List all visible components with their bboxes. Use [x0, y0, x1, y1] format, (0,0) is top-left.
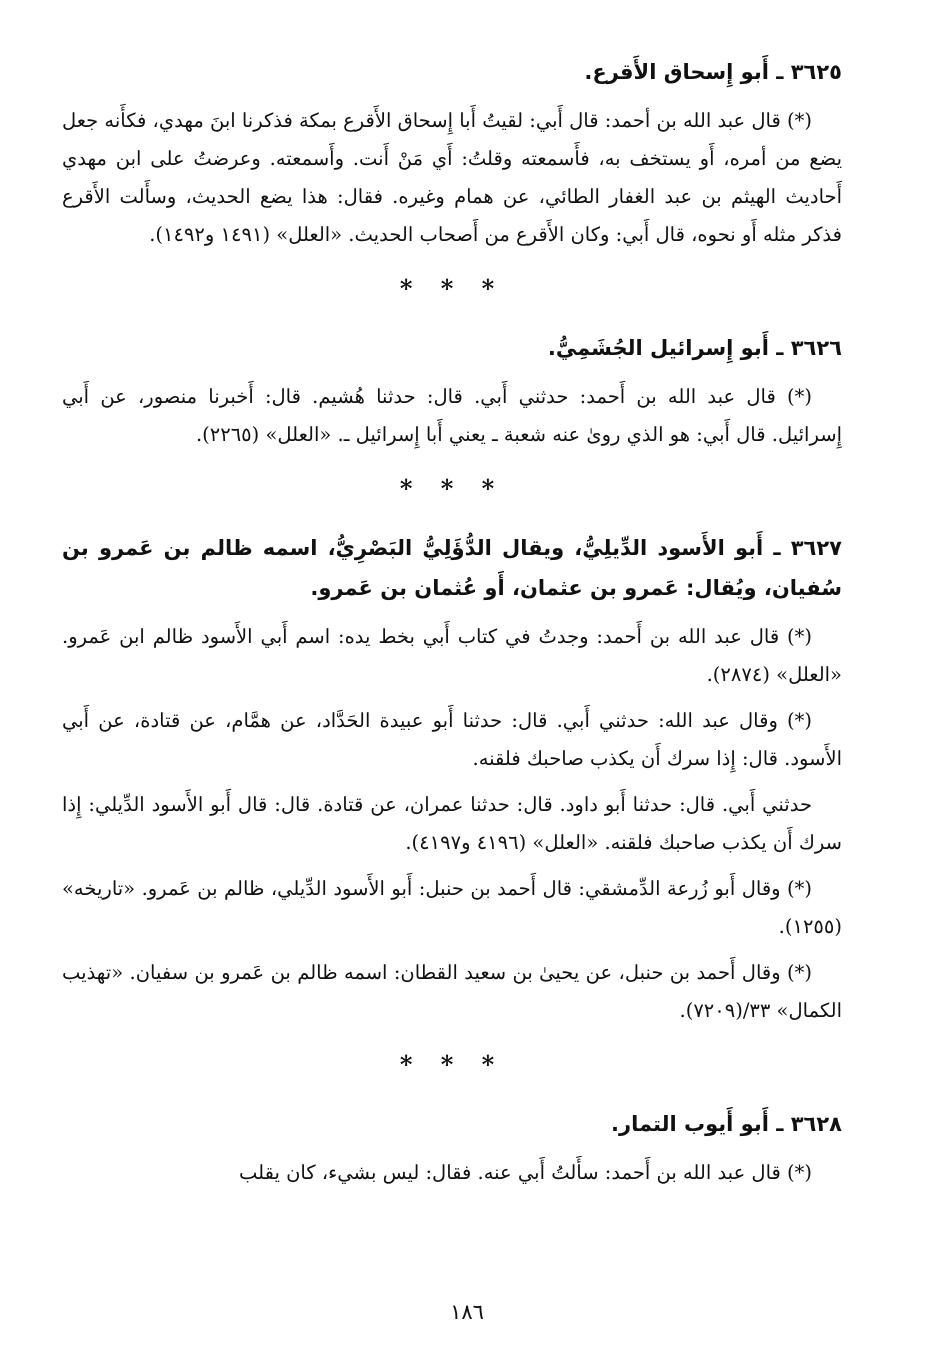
entry-paragraph: (*) وقال عبد الله: حدثني أَبي. قال: حدثنا أَبو عبيدة الحَدَّاد، عن همَّام، عن قتادة، عن أَبي الأَسود. قال: إِذا سرك أَن يكذب صاحبك فلقنه. — [62, 709, 842, 770]
entry-paragraph: (*) قال عبد الله بن أَحمد: سأَلتُ أَبي عنه. فقال: ليس بشيء، كان يقلب — [239, 1161, 812, 1184]
entry-paragraph: (*) قال عبد الله بن أحمد: قال أَبي: لقيتُ أَبا إِسحاق الأَقرع بمكة فذكرنا ابنَ مهدي، فكأَنه جعل يضع من أمره، أَو يستخف به، فأَسمعته وقلتُ: أَي مَنْ أَنت. وأَسمعته. وعرضتُ على ابن مهدي أَحاديث الهيثم بن عبد الغفار الطائي، عن همام وغيره. فقال: هذا يضع الحديث، وسأَلت الأَقرع فذكر مثله أَو نحوه، قال أَبي: وكان الأَقرع من أَصحاب الحديث. «العلل» (١٤٩١ و١٤٩٢). — [62, 109, 842, 246]
entry-title: ٣٦٢٥ ـ أَبو إِسحاق الأَقرع. — [584, 60, 842, 84]
entry-title: ٣٦٢٨ ـ أَبو أَيوب التمار. — [611, 1112, 842, 1136]
entry-3628 — [62, 1104, 842, 1192]
entry-3627 — [62, 528, 842, 1030]
entry-3626 — [62, 328, 842, 454]
entry-paragraph: (*) قال عبد الله بن أَحمد: حدثني أَبي. قال: حدثنا هُشيم. قال: أَخبرنا منصور، عن أَبي إِسرائيل. قال أَبي: هو الذي روىٰ عنه شعبة ـ يعني أَبا إِسرائيل ـ. «العلل» (٢٢٦٥). — [62, 385, 842, 446]
entry-paragraph: (*) وقال أَحمد بن حنبل، عن يحيىٰ بن سعيد القطان: اسمه ظالم بن عَمرو بن سفيان. «تهذيب الكمال» ٣٣/(٧٢٠٩). — [62, 961, 842, 1022]
entry-paragraph: حدثني أَبي. قال: حدثنا أَبو داود. قال: حدثنا عمران، عن قتادة. قال: قال أَبو الأَسود الدِّيلي: إِذا سرك أَن يكذب صاحبك فلقنه. «العلل» (٤١٩٦ و٤١٩٧). — [62, 793, 842, 854]
entry-paragraph: (*) قال عبد الله بن أَحمد: وجدتُ في كتاب أَبي بخط يده: اسم أَبي الأَسود ظالم ابن عَمرو. «العلل» (٢٨٧٤). — [62, 625, 842, 686]
section-separator: * * * — [399, 274, 505, 303]
entry-paragraph: (*) وقال أَبو زُرعة الدِّمشقي: قال أَحمد بن حنبل: أَبو الأَسود الدِّيلي، ظالم بن عَمرو. «تاريخه» (١٢٥٥). — [62, 877, 842, 938]
entry-title: ٣٦٢٦ ـ أَبو إِسرائيل الجُشَمِيُّ. — [547, 336, 842, 360]
entry-3625 — [62, 52, 842, 254]
page-number: ١٨٦ — [450, 1300, 484, 1324]
page-body — [62, 52, 842, 1200]
section-separator: * * * — [399, 1050, 505, 1079]
section-separator: * * * — [399, 474, 505, 503]
entry-title: ٣٦٢٧ ـ أَبو الأَسود الدِّيلِيُّ، ويقال الدُّؤَلِيُّ البَصْرِيُّ، اسمه ظالم بن عَمرو بن سُفيان، ويُقال: عَمرو بن عثمان، أَو عُثمان بن عَمرو. — [62, 536, 842, 600]
